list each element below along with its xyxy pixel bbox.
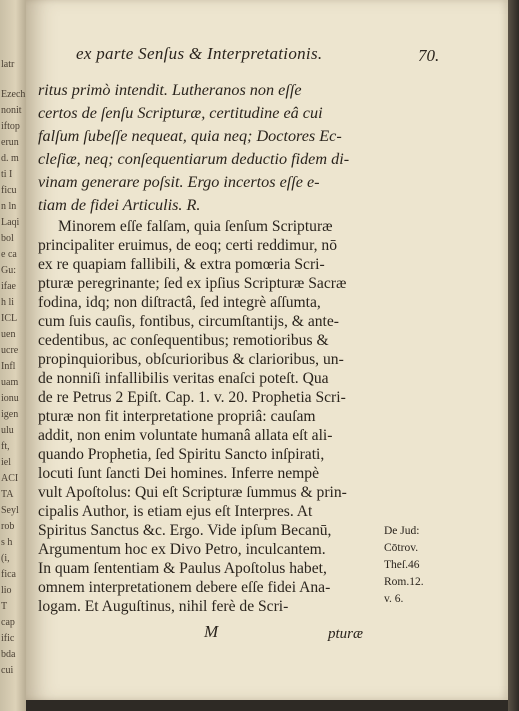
- text-line: quando Prophetia, ſed Spiritu Sancto inſpirati,: [38, 446, 325, 463]
- fragment: lio: [1, 585, 12, 596]
- book-page: [26, 0, 508, 700]
- text-line: pturæ peregrinante; ſed ex ipſius Scripturæ Sacræ: [38, 275, 347, 292]
- fragment: ulu: [1, 425, 14, 436]
- fragment: ucre: [1, 345, 19, 356]
- text-line: locuti ſunt ſancti Dei homines. Inferre nempè: [38, 465, 320, 482]
- fragment: ti I: [1, 169, 13, 180]
- page-number: 70.: [418, 46, 440, 65]
- fragment: iel: [1, 457, 11, 468]
- margin-note: Theſ.46: [384, 559, 420, 571]
- text-line: pturæ non fit interpretatione propriâ: cauſam: [38, 408, 316, 425]
- fragment: rob: [1, 521, 15, 532]
- text-line: ritus primò intendit. Lutheranos non eſſe: [38, 81, 302, 99]
- text-line: de re Petrus 2 Epiſt. Cap. 1. v. 20. Prophetia Scri-: [38, 389, 346, 406]
- catchword: pturæ: [328, 626, 364, 642]
- text-line: certos de ſenſu Scripturæ, certitudine eâ cui: [38, 104, 323, 122]
- text-line: principaliter eruimus, de eoq; certi reddimur, nō: [38, 237, 338, 254]
- fragment: TA: [1, 489, 14, 500]
- text-line: de nonniſi infallibilis veritas enaſci poteſt. Qua: [38, 370, 329, 387]
- fragment: n ln: [1, 201, 17, 212]
- book-edge-right: [508, 0, 519, 711]
- text-line: fodina, idq; non diſtractâ, ſed integrè aſſumta,: [38, 294, 321, 311]
- text-line: cedentibus, ac conſequentibus; remotioribus &: [38, 332, 329, 349]
- running-head: ex parte Senſus & Interpretationis.: [76, 44, 323, 63]
- text-line: cipalis Author, is etiam ejus eſt Interpres. At: [38, 503, 313, 520]
- fragment: igen: [1, 409, 19, 420]
- text-line: vinam generare poſsit. Ergo incertos eſſe e-: [38, 173, 320, 191]
- text-line: omnem interpretationem debere eſſe fidei Ana-: [38, 579, 331, 596]
- fragment: Gu:: [1, 265, 16, 276]
- text-line: Argumentum hoc ex Divo Petro, inculcantem.: [38, 541, 326, 558]
- margin-note: v. 6.: [384, 593, 404, 605]
- fragment: ifae: [1, 281, 16, 292]
- fragment: T: [1, 601, 8, 612]
- fragment: uen: [1, 329, 16, 340]
- fragment: ICL: [1, 313, 18, 324]
- fragment: e ca: [1, 249, 17, 260]
- fragment: h li: [1, 297, 15, 308]
- fragment: fica: [1, 569, 16, 580]
- fragment: (i,: [1, 553, 10, 564]
- fragment: ACI: [1, 473, 19, 484]
- previous-page-edge: [0, 0, 26, 711]
- fragment: ft,: [1, 441, 10, 452]
- fragment: ionu: [1, 393, 19, 404]
- fragment: Ezech: [1, 89, 26, 100]
- text-line: tiam de fidei Articulis. R.: [38, 196, 201, 214]
- fragment: ific: [1, 633, 15, 644]
- margin-note: Rom.12.: [384, 576, 424, 588]
- fragment: nonit: [1, 105, 22, 116]
- fragment: Seyl: [1, 505, 19, 516]
- text-line: Minorem eſſe falſam, quia ſenſum Scripturæ: [58, 218, 333, 235]
- text-line: cum ſuis cauſis, fontibus, circumſtantijs, & ante-: [38, 313, 339, 330]
- fragment: bol: [1, 233, 14, 244]
- fragment: s h: [1, 537, 13, 548]
- margin-note: Cōtrov.: [384, 542, 419, 554]
- fragment: erun: [1, 137, 19, 148]
- text-line: ex re quapiam fallibili, & extra pomœria Scri-: [38, 256, 325, 273]
- fragment: iftop: [1, 121, 20, 132]
- fragment: cui: [1, 665, 14, 676]
- text-line: Spiritus Sanctus &c. Ergo. Vide ipſum Becanū,: [38, 522, 332, 539]
- fragment: bda: [1, 649, 16, 660]
- fragment: latr: [1, 59, 15, 70]
- fragment: Infl: [1, 361, 16, 372]
- book-edge-bottom: [26, 700, 508, 711]
- text-line: cleſiæ, neq; conſequentiarum deductio fidem di-: [38, 150, 350, 168]
- text-line: falſum ſubeſſe nequeat, quia neq; Doctores Ec-: [38, 127, 342, 145]
- text-line: propinquioribus, obſcurioribus & clarioribus, un-: [38, 351, 344, 368]
- fragment: ficu: [1, 185, 17, 196]
- fragment: d. m: [1, 153, 19, 164]
- text-line: logam. Et Auguſtinus, nihil ferè de Scri-: [38, 598, 289, 615]
- margin-note: De Jud:: [384, 525, 420, 537]
- fragment: cap: [1, 617, 15, 628]
- text-line: In quam ſententiam & Paulus Apoſtolus habet,: [38, 560, 327, 577]
- text-line: addit, non enim voluntate humanâ allata eſt ali-: [38, 427, 333, 444]
- fragment: uam: [1, 377, 19, 388]
- signature-mark: M: [204, 622, 219, 641]
- fragment: Laqi: [1, 217, 20, 228]
- text-line: vult Apoſtolus: Qui eſt Scripturæ ſummus & prin-: [38, 484, 347, 501]
